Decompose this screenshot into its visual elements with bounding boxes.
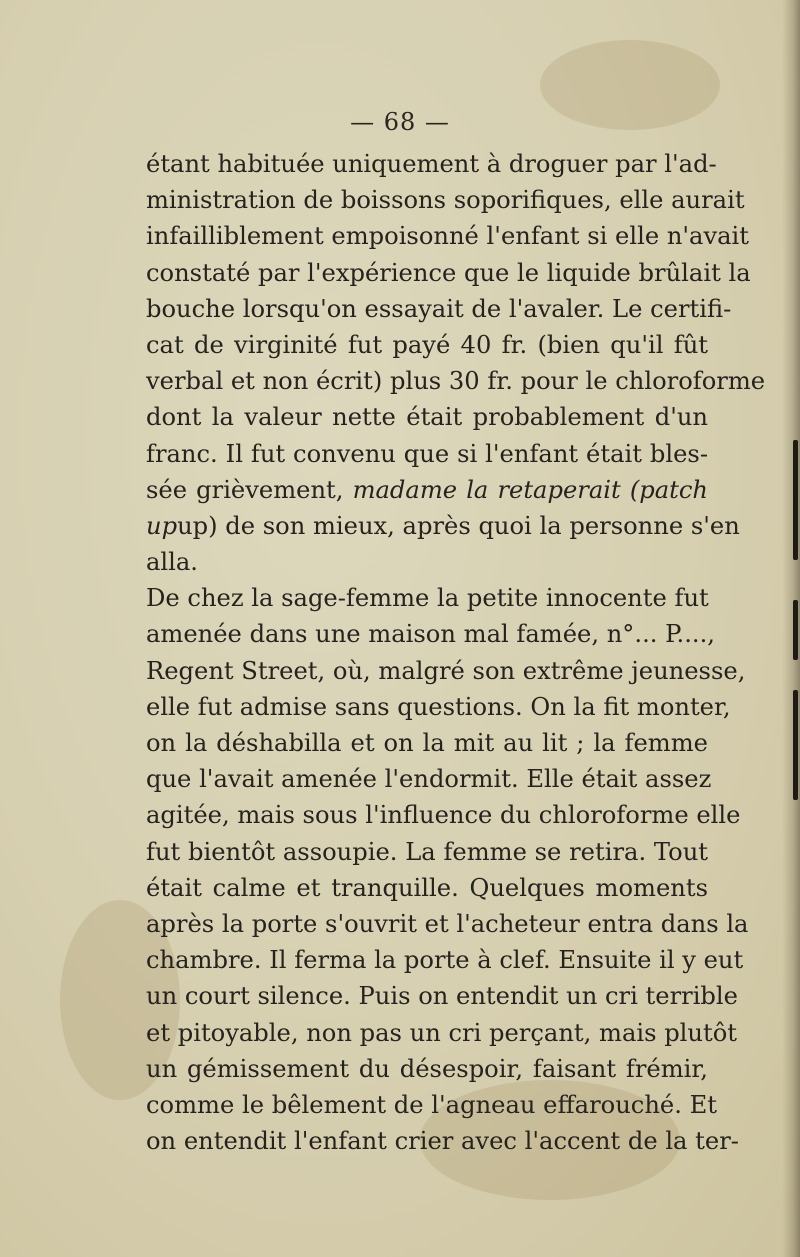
text-line: amenée dans une maison mal famée, n°... P...., [146,620,715,649]
text-line: un gémissement du désespoir, faisant frémir, [146,1054,708,1083]
text-line-mixed [146,508,740,544]
page-number: — 68 — [350,108,450,136]
text-line: constaté par l'expérience que le liquide brûlait la [146,258,751,287]
text-line: cat de virginité fut payé 40 fr. (bien qu'il fût [146,330,708,359]
binding-mark [793,440,798,560]
text-line: bouche lorsqu'on essayait de l'avaler. Le certifi- [146,294,732,323]
text-line: franc. Il fut convenu que si l'enfant était bles- [146,439,708,468]
text-line: infailliblement empoisonné l'enfant si elle n'avait [146,222,750,251]
text-line: chambre. Il ferma la porte à clef. Ensuite il y eut [146,946,744,975]
text-line: comme le bêlement de l'agneau effarouché. Et [146,1090,717,1119]
text-line: et pitoyable, non pas un cri perçant, mais plutôt [146,1018,737,1047]
text-line: on entendit l'enfant crier avec l'accent de la ter- [146,1127,739,1156]
text-line: verbal et non écrit) plus 30 fr. pour le chloroforme [146,367,766,396]
text-line: dont la valeur nette était probablement d'un [146,403,708,432]
text-line: De chez la sage-femme la petite innocente fut [146,584,709,613]
text-line: fut bientôt assoupie. La femme se retira. Tout [146,837,708,866]
text-line: un court silence. Puis on entendit un cri terrible [146,982,738,1011]
text-line: était calme et tranquille. Quelques moments [146,873,708,902]
text-line: Regent Street, où, malgré son extrême jeunesse, [146,656,746,685]
binding-mark [793,600,798,660]
text-line: que l'avait amenée l'endormit. Elle était assez [146,765,712,794]
text-line: alla. [146,548,199,577]
text-line: après la porte s'ouvrit et l'acheteur entra dans la [146,909,749,938]
text-line-mixed [146,472,708,508]
binding-mark [793,690,798,800]
italic-phrase: madame la retaperait (patch [352,475,709,504]
text-line: étant habituée uniquement à droguer par l'ad- [146,150,717,178]
text-line: agitée, mais sous l'influence du chloroforme elle [146,801,741,830]
text-line: on la déshabilla et on la mit au lit ; la femme [146,729,708,757]
text-segment: up) de son mieux, après quoi la personne s'en [177,511,740,540]
text-line: ministration de boissons soporifiques, elle aurait [146,186,745,215]
body-text [146,146,766,1159]
italic-phrase: up [146,511,178,540]
text-line: elle fut admise sans questions. On la fit monter, [146,692,731,721]
text-segment: sée grièvement, [146,475,353,504]
